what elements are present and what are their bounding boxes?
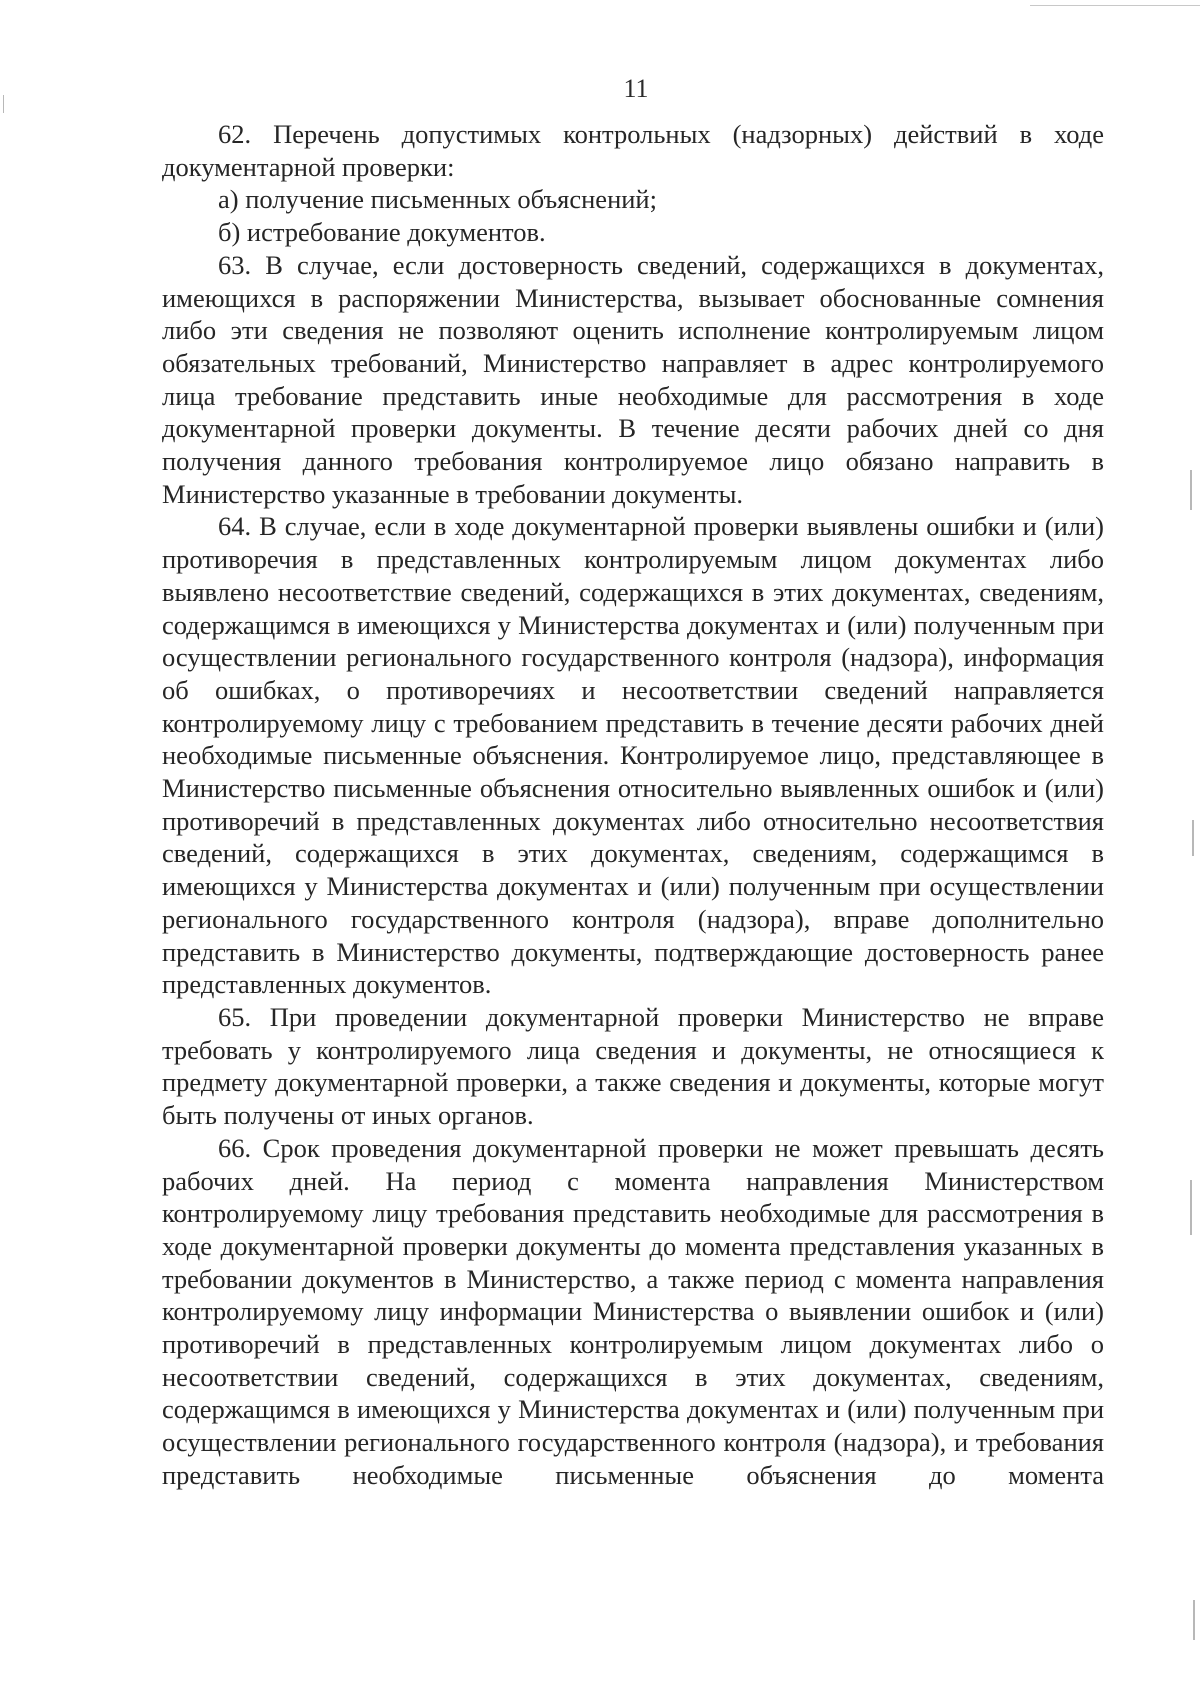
scan-artifact (1192, 820, 1194, 856)
document-body (162, 118, 1104, 1492)
paragraph-66: 66. Срок проведения документарной проверки не может превышать десять рабочих дней. На период с момента направления Министерством контролируемому лицу требования представить необходимые для рассмотрения в ходе документарной проверки документы до момента представления указанных в требовании документов в Министерство, а также период с момента направления контролируемому лицу информации Министерства о выявлении ошибок и (или) противоречий в представленных контролируемым лицом документах либо о несоответствии сведений, содержащихся в этих документах, сведениям, содержащимся в имеющихся у Министерства документах и (или) полученным при осуществлении регионального государственного контроля (надзора), и требования представить необходимые письменные объяснения до момента (162, 1132, 1104, 1490)
scan-artifact (1190, 470, 1192, 510)
paragraph-65: 65. При проведении документарной проверки Министерство не вправе требовать у контролируемого лица сведения и документы, не относящиеся к предмету документарной проверки, а также сведения и документы, которые могут быть получены от иных органов. (162, 1001, 1104, 1131)
paragraph-62: 62. Перечень допустимых контрольных (надзорных) действий в ходе документарной проверки: (162, 119, 1104, 182)
scan-artifact (1190, 1180, 1192, 1235)
paragraph-64: 64. В случае, если в ходе документарной проверки выявлены ошибки и (или) противоречия в представленных контролируемым лицом документах либо выявлено несоответствие сведений, содержащихся в этих документах, сведениям, содержащимся в имеющихся у Министерства документах и (или) полученным при осуществлении регионального государственного контроля (надзора), информация об ошибках, о противоречиях и несоответствии сведений направляется контролируемому лицу с требованием представить в течение десяти рабочих дней необходимые письменные объяснения. Контролируемое лицо, представляющее в Министерство письменные объяснения относительно выявленных ошибок и (или) противоречий в представленных документах либо относительно несоответствия сведений, содержащихся в этих документах, сведениям, содержащимся в имеющихся у Министерства документах и (или) полученным при осуществлении регионального государственного контроля (надзора), вправе дополнительно представить в Министерство документы, подтверждающие достоверность ранее представленных документов. (162, 511, 1104, 1000)
scan-edge-line (1030, 5, 1200, 6)
scan-artifact (1193, 1600, 1195, 1640)
page-number: 11 (623, 74, 649, 103)
paragraph-63: 63. В случае, если достоверность сведений, содержащихся в документах, имеющихся в распоряжении Министерства, вызывает обоснованные сомнения либо эти сведения не позволяют оценить исполнение контролируемым лицом обязательных требований, Министерство направляет в адрес контролируемого лица требование представить иные необходимые для рассмотрения в ходе документарной проверки документы. В течение десяти рабочих дней со дня получения данного требования контролируемое лицо обязано направить в Министерство указанные в требовании документы. (162, 249, 1104, 509)
list-item-b: б) истребование документов. (218, 217, 546, 248)
list-item-a: а) получение письменных объяснений; (218, 184, 657, 215)
